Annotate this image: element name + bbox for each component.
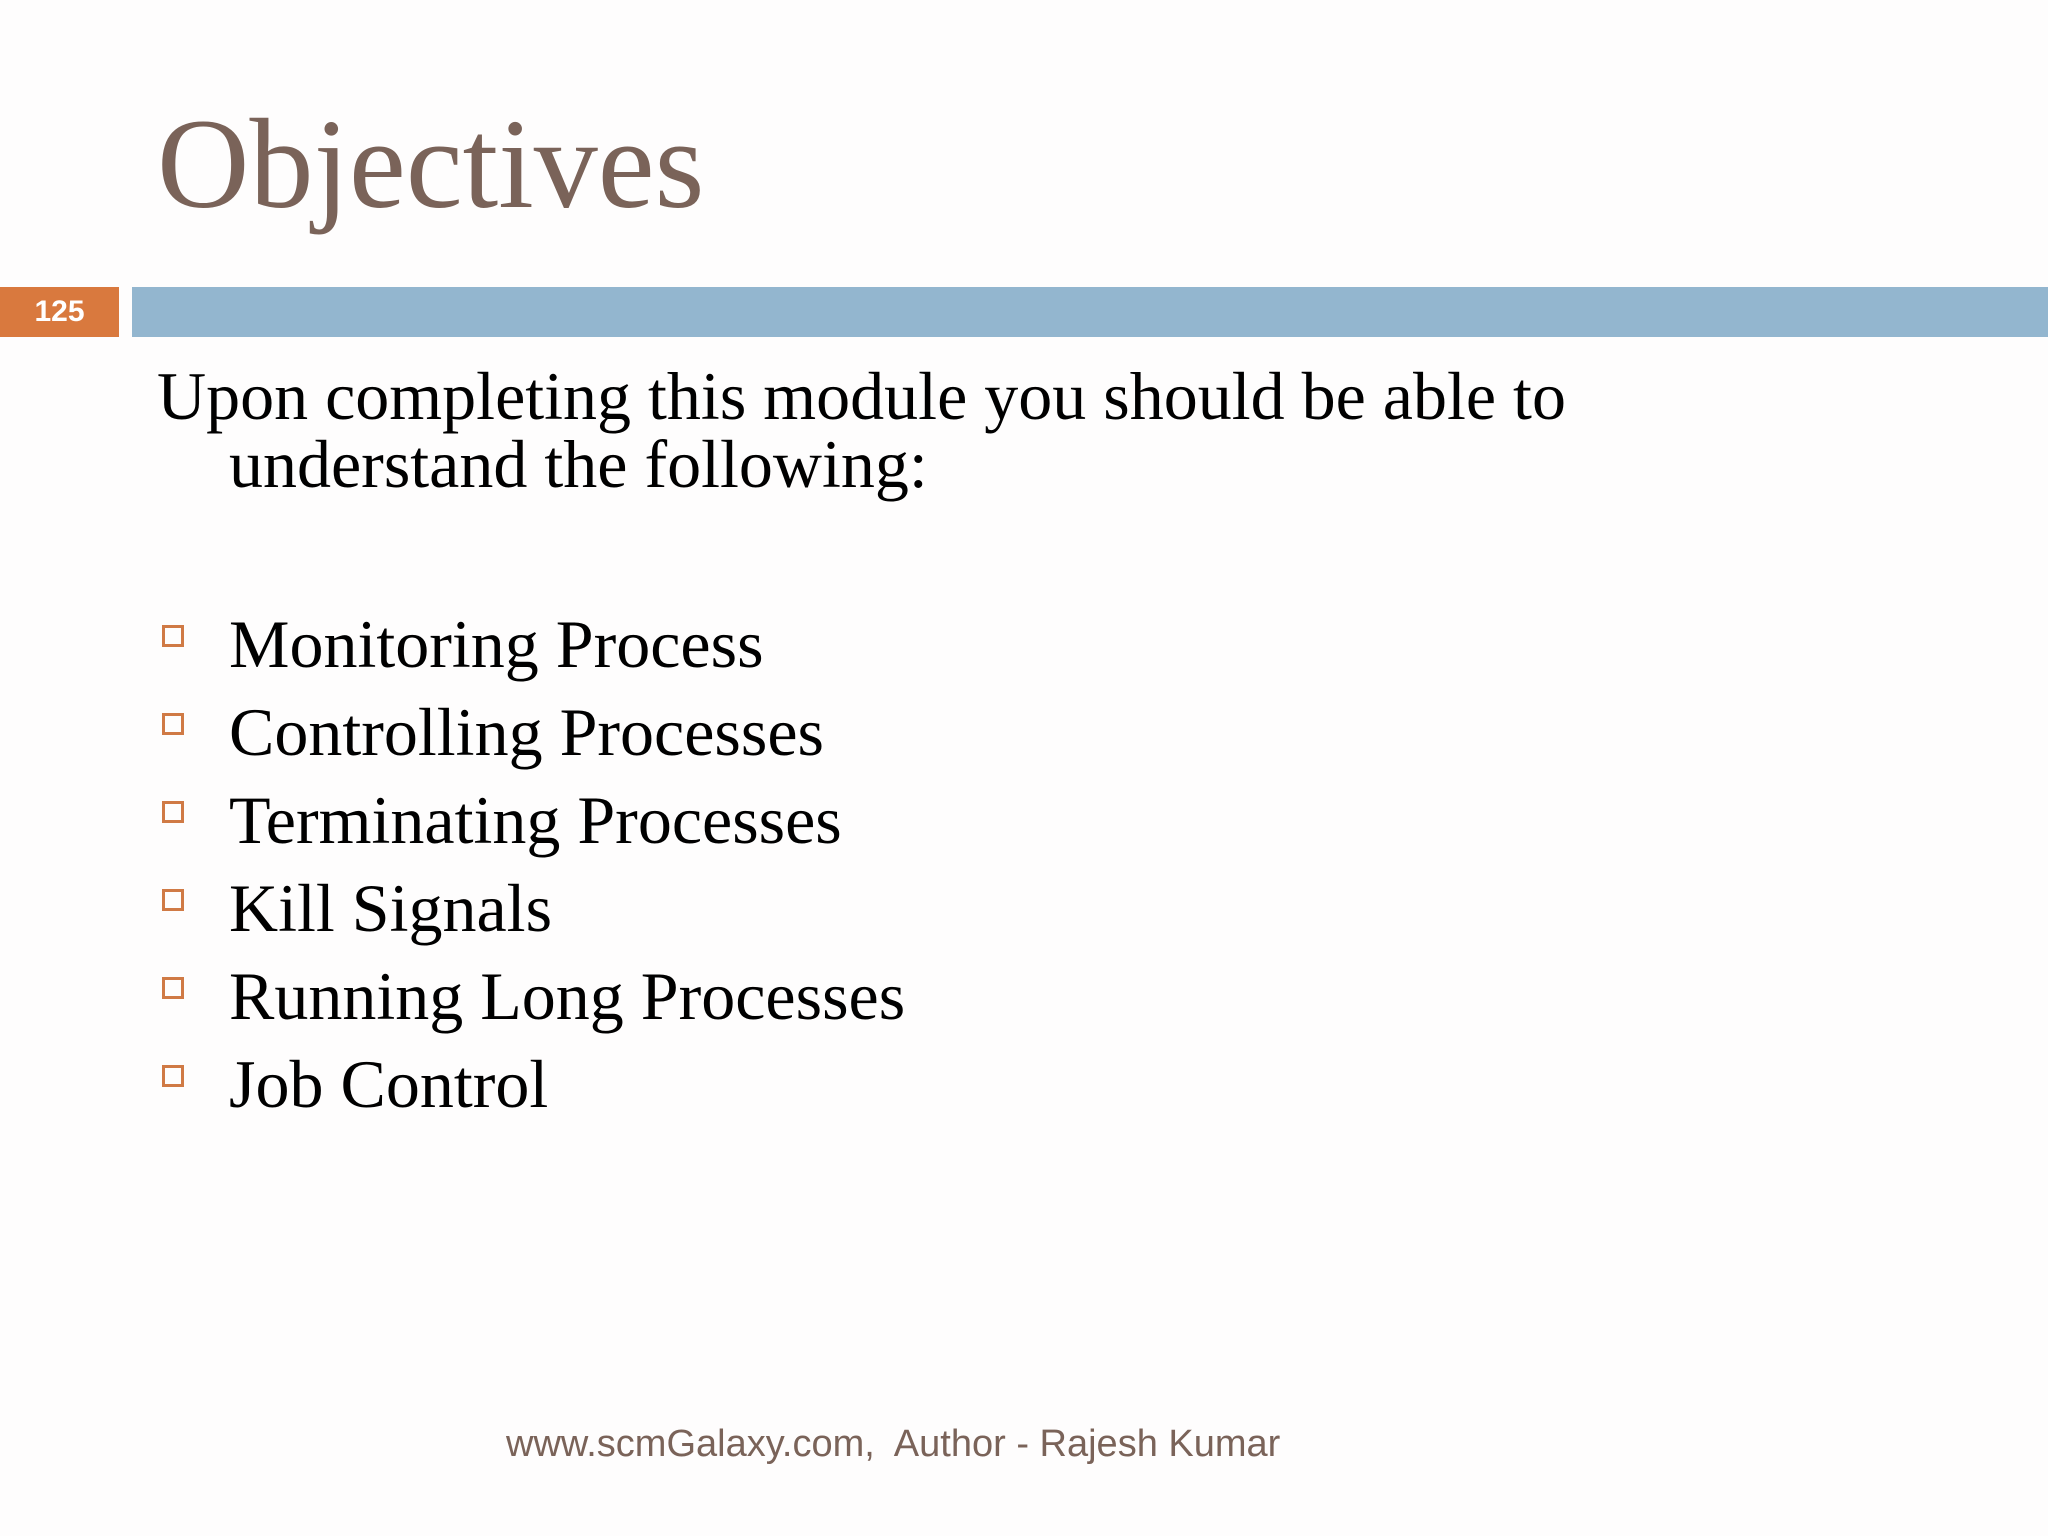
header-bar	[132, 287, 2048, 337]
square-bullet-icon	[162, 1065, 184, 1087]
intro-line-1: Upon completing this module you should be able to	[157, 358, 1566, 434]
list-item-label: Monitoring Process	[229, 606, 764, 682]
list-item-label: Kill Signals	[229, 870, 553, 946]
square-bullet-icon	[162, 977, 184, 999]
list-item-label: Running Long Processes	[229, 958, 906, 1034]
list-item-label: Terminating Processes	[229, 782, 842, 858]
slide-number: 125	[0, 287, 119, 337]
list-item-label: Controlling Processes	[229, 694, 824, 770]
list-item-label: Job Control	[229, 1046, 549, 1122]
intro-line-2: understand the following:	[229, 426, 928, 502]
square-bullet-icon	[162, 625, 184, 647]
footer-credit: www.scmGalaxy.com, Author - Rajesh Kumar	[506, 1423, 1281, 1465]
square-bullet-icon	[162, 801, 184, 823]
square-bullet-icon	[162, 889, 184, 911]
square-bullet-icon	[162, 713, 184, 735]
intro-text	[157, 358, 1757, 502]
slide-title: Objectives	[157, 93, 705, 235]
